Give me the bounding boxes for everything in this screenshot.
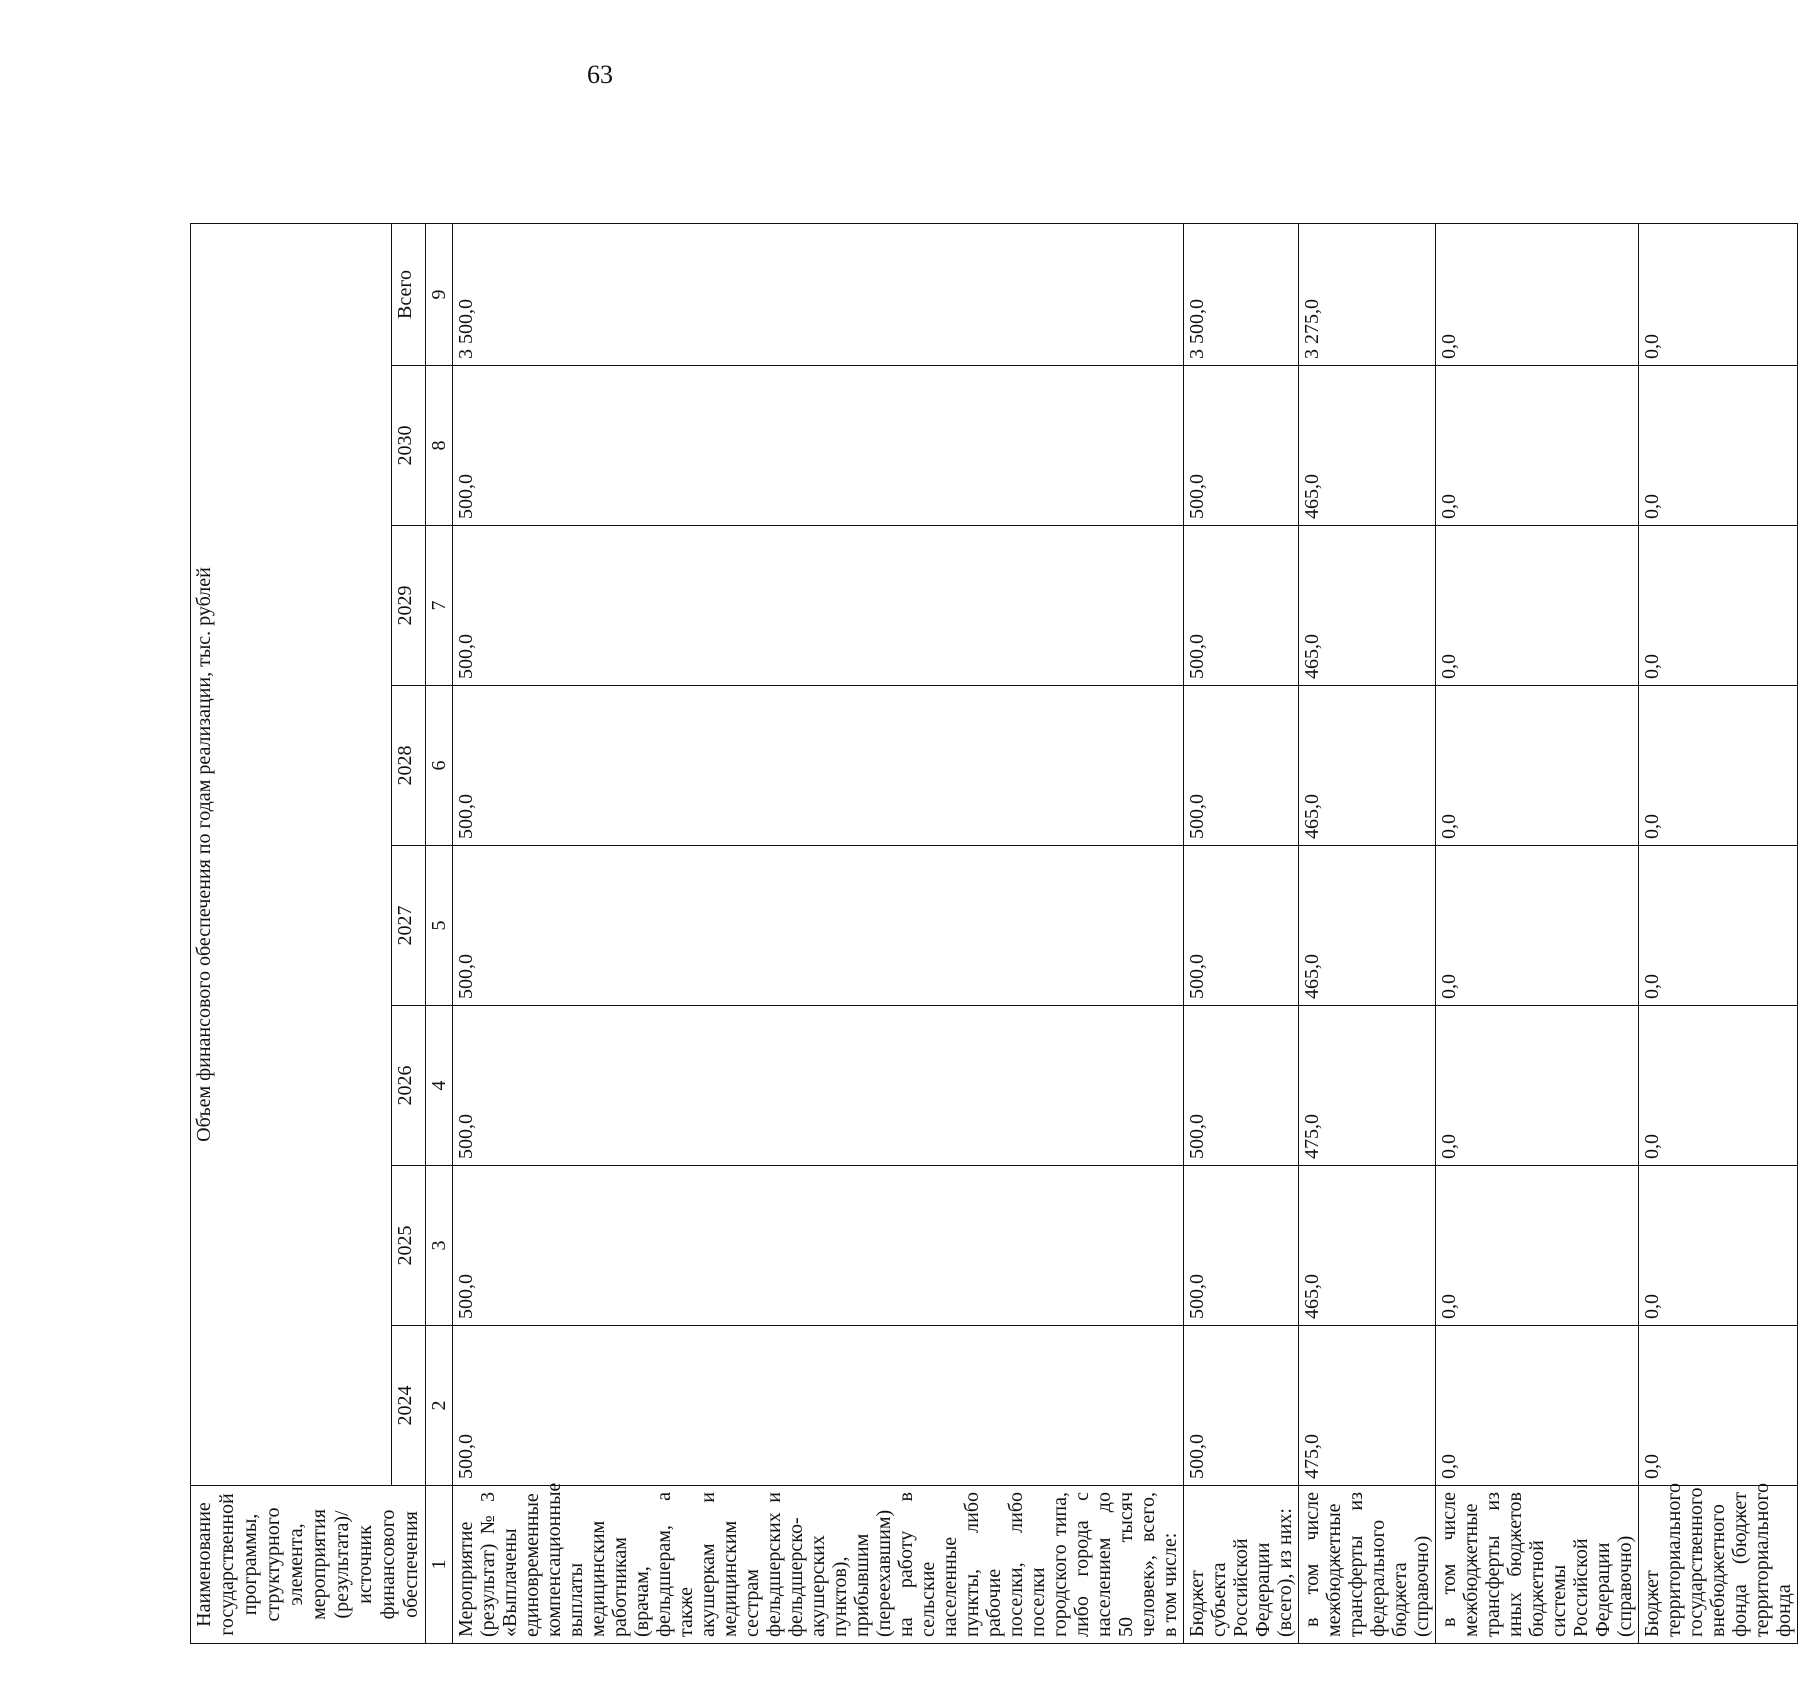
column-number: 2: [426, 1326, 453, 1486]
page-number: 63: [587, 60, 613, 89]
table-cell: 475,0: [1299, 1326, 1436, 1486]
name-column-header: Наименование государственной программы, структурного элемента, мероприятия (результата)/источник финансового обеспечения: [191, 1486, 426, 1644]
column-number: 4: [426, 1006, 453, 1166]
table-cell: 465,0: [1299, 366, 1436, 526]
table-cell: 500,0: [1184, 1166, 1299, 1326]
table-cell: 0,0: [1639, 223, 1798, 365]
row-name: в том числе межбюджетные трансферты из федерального бюджета (справочно): [1299, 1486, 1436, 1644]
table-cell: 465,0: [1299, 1166, 1436, 1326]
row-name: Мероприятие (результат) № 3 «Выплачены единовременные компенсационные выплаты медицинским работникам (врачам, фельдшерам, а также акушеркам и медицинским сестрам фельдшерских и фельдшерско-акушерских пунктов), прибывшим (переехавшим) на работу в сельские населенные пункты, либо рабочие поселки, либо поселки городского типа, либо города с населением до 50 тысяч человек», всего, в том числе:: [453, 1486, 1184, 1644]
table-cell: 0,0: [1639, 366, 1798, 526]
row-name: в том числе межбюджетные трансферты из иных бюджетов бюджетной системы Российской Федерации (справочно): [1436, 1486, 1639, 1644]
volume-group-header: Объем финансового обеспечения по годам реализации, тыс. рублей: [191, 223, 392, 1485]
table-cell: 0,0: [1639, 1006, 1798, 1166]
year-header: Всего: [391, 223, 425, 365]
column-number-row: [426, 223, 453, 1643]
table-cell: 0,0: [1436, 1326, 1639, 1486]
table-cell: 0,0: [1639, 846, 1798, 1006]
table-row: [1639, 223, 1798, 1643]
column-number: 7: [426, 526, 453, 686]
table-cell: 475,0: [1299, 1006, 1436, 1166]
table-row: [1184, 223, 1299, 1643]
column-number: 3: [426, 1166, 453, 1326]
year-header: 2026: [391, 1006, 425, 1166]
year-header: 2028: [391, 686, 425, 846]
table-cell: 0,0: [1436, 223, 1639, 365]
table-cell: 0,0: [1436, 366, 1639, 526]
table-cell: 500,0: [1184, 366, 1299, 526]
table-cell: 500,0: [453, 1326, 1184, 1486]
year-header: 2027: [391, 846, 425, 1006]
rotated-table-container: [190, 224, 1795, 1644]
table-row: [1436, 223, 1639, 1643]
table-cell: 500,0: [1184, 1326, 1299, 1486]
table-cell: 500,0: [1184, 846, 1299, 1006]
table-cell: 0,0: [1436, 1006, 1639, 1166]
table-row: [453, 223, 1184, 1643]
financing-table: [190, 223, 1798, 1644]
row-name: Бюджет территориального государственного внебюджетного фонда (бюджет территориального фонда: [1639, 1486, 1798, 1644]
year-header: 2025: [391, 1166, 425, 1326]
table-cell: 465,0: [1299, 846, 1436, 1006]
column-number: 8: [426, 366, 453, 526]
column-number: 1: [426, 1486, 453, 1644]
table-cell: 0,0: [1436, 846, 1639, 1006]
table-cell: 3 275,0: [1299, 223, 1436, 365]
column-number: 6: [426, 686, 453, 846]
table-cell: 500,0: [453, 526, 1184, 686]
table-cell: 500,0: [1184, 1006, 1299, 1166]
table-cell: 0,0: [1639, 1166, 1798, 1326]
table-cell: 500,0: [453, 1006, 1184, 1166]
table-cell: 465,0: [1299, 686, 1436, 846]
table-cell: 0,0: [1639, 686, 1798, 846]
table-cell: 500,0: [1184, 526, 1299, 686]
table-cell: 0,0: [1436, 1166, 1639, 1326]
table-cell: 500,0: [453, 1166, 1184, 1326]
table-cell: 3 500,0: [453, 223, 1184, 365]
table-cell: 465,0: [1299, 526, 1436, 686]
row-name: Бюджет субъекта Российской Федерации (всего), из них:: [1184, 1486, 1299, 1644]
header-row-years: [391, 223, 425, 1643]
table-cell: 3 500,0: [1184, 223, 1299, 365]
year-header: 2030: [391, 366, 425, 526]
table-row: [1299, 223, 1436, 1643]
column-number: 9: [426, 223, 453, 365]
table-cell: 500,0: [453, 686, 1184, 846]
table-cell: 500,0: [1184, 686, 1299, 846]
year-header: 2024: [391, 1326, 425, 1486]
header-row-group: [191, 223, 392, 1643]
table-cell: 500,0: [453, 846, 1184, 1006]
table-cell: 0,0: [1639, 1326, 1798, 1486]
table-cell: 0,0: [1639, 526, 1798, 686]
year-header: 2029: [391, 526, 425, 686]
table-cell: 500,0: [453, 366, 1184, 526]
table-cell: 0,0: [1436, 686, 1639, 846]
table-cell: 0,0: [1436, 526, 1639, 686]
column-number: 5: [426, 846, 453, 1006]
